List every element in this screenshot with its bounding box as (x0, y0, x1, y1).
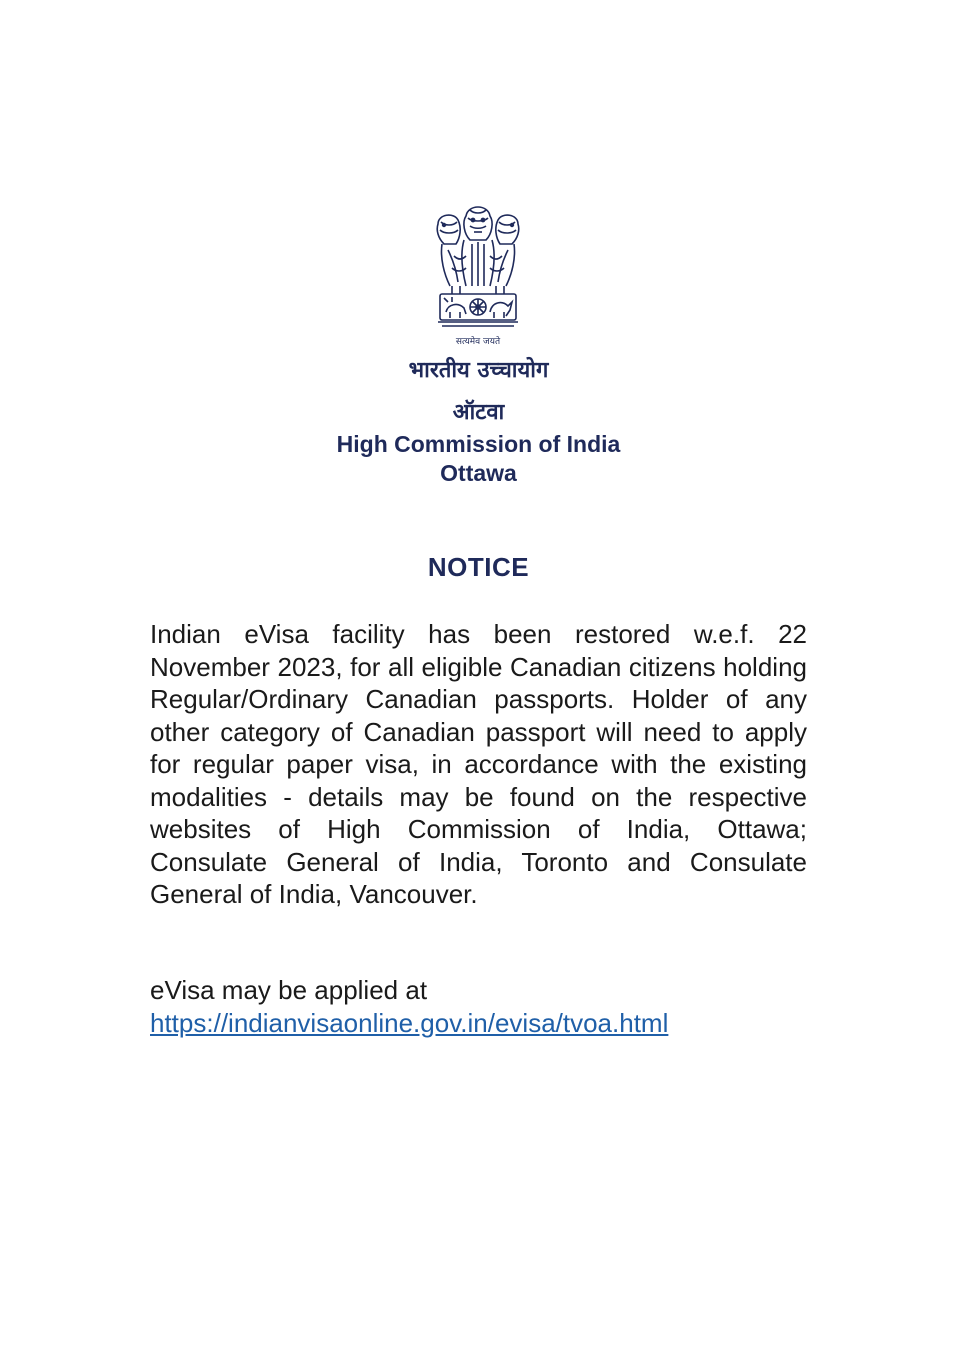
english-city-name: Ottawa (440, 460, 517, 486)
hindi-city-name: ऑटवा (452, 400, 505, 425)
emblem-motto: सत्यमेव जयते (455, 337, 501, 347)
state-emblem (428, 198, 528, 348)
apply-section (150, 974, 807, 1039)
state-emblem-lion-capital-icon (428, 198, 528, 338)
apply-prefix: eVisa may be applied at (150, 975, 428, 1005)
notice-title: NOTICE (427, 552, 530, 582)
english-office-name: High Commission of India (336, 431, 621, 457)
evisa-link[interactable]: https://indianvisaonline.gov.in/evisa/tvoa.html (150, 1007, 669, 1038)
hindi-office-name: भारतीय उच्चायोग (408, 358, 549, 383)
notice-body: Indian eVisa facility has been restored w.e.f. 22 November 2023, for all eligible Canadian citizens holding Regular/Ordinary Canadian passports. Holder of any other category of Canadian passport will need to apply for regular paper visa, in accordance with the existing modalities - details may be found on the respective websites of High Commission of India, Ottawa; Consulate General of India, Toronto and Consulate General of India, Vancouver. (150, 619, 807, 909)
